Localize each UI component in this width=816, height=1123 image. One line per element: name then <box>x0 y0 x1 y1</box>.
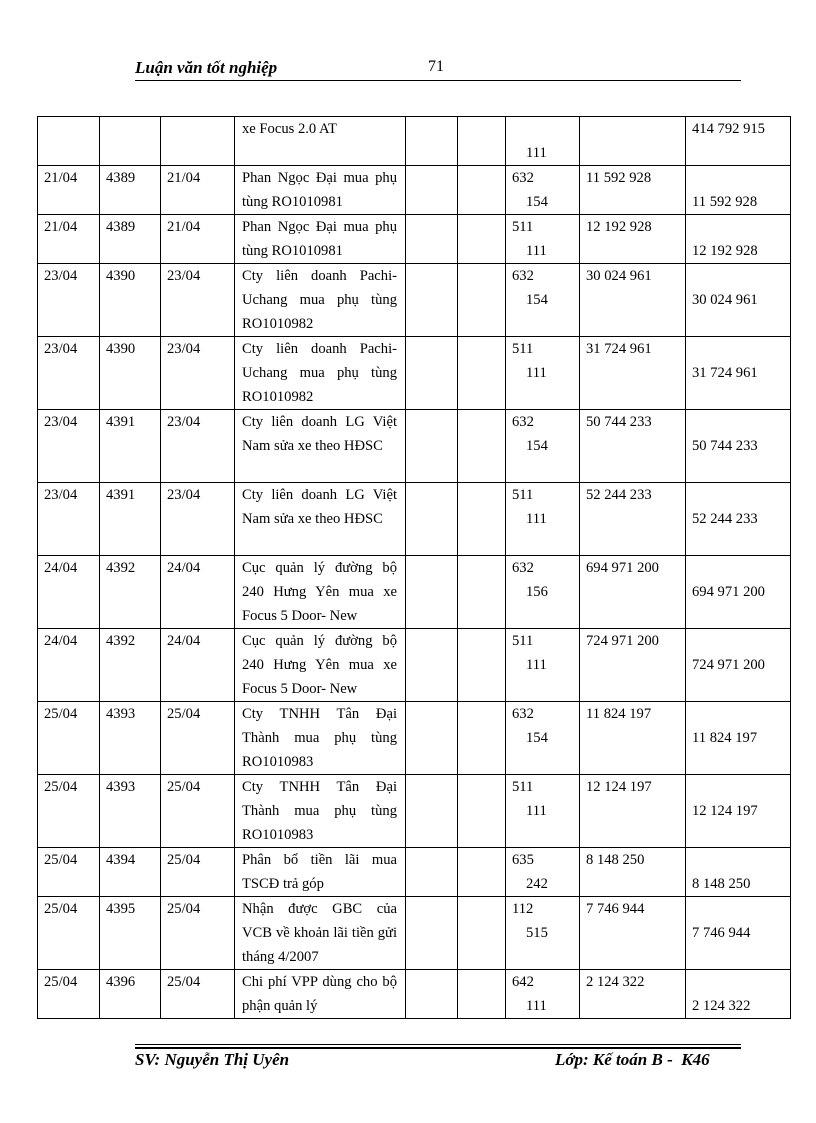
account-cell <box>506 848 580 897</box>
debit-amount: 12 192 928 <box>586 219 652 235</box>
date-cell <box>38 702 100 775</box>
credit-account: 154 <box>526 438 548 454</box>
credit-amount-cell <box>686 970 791 1019</box>
document-date: 25/04 <box>167 901 201 917</box>
credit-amount-cell <box>686 337 791 410</box>
debit-account: 632 <box>512 170 534 186</box>
entry-date: 25/04 <box>44 852 78 868</box>
credit-account: 515 <box>526 925 548 941</box>
description-cell <box>235 897 406 970</box>
credit-amount-cell <box>686 848 791 897</box>
doc-date-cell <box>161 166 235 215</box>
debit-account: 511 <box>512 487 534 503</box>
doc-date-cell <box>161 897 235 970</box>
credit-account: 111 <box>526 803 547 819</box>
entry-date: 23/04 <box>44 487 78 503</box>
doc-number-cell <box>100 166 161 215</box>
entry-date: 25/04 <box>44 779 78 795</box>
document-date: 25/04 <box>167 779 201 795</box>
account-cell <box>506 556 580 629</box>
date-cell <box>38 117 100 166</box>
credit-amount: 30 024 961 <box>692 292 758 308</box>
debit-amount-cell <box>580 337 686 410</box>
debit-amount-cell <box>580 897 686 970</box>
debit-account: 511 <box>512 219 534 235</box>
account-cell <box>506 117 580 166</box>
doc-number-cell <box>100 215 161 264</box>
doc-date-cell <box>161 215 235 264</box>
credit-amount: 414 792 915 <box>692 121 765 137</box>
credit-account: 242 <box>526 876 548 892</box>
credit-amount: 50 744 233 <box>692 438 758 454</box>
debit-amount-cell <box>580 775 686 848</box>
description: Cục quản lý đường bộ 240 Hưng Yên mua xe Focus 5 Door- New <box>242 560 397 624</box>
description-cell <box>235 483 406 556</box>
date-cell <box>38 337 100 410</box>
document-number: 4394 <box>106 852 136 868</box>
doc-date-cell <box>161 775 235 848</box>
document-date: 21/04 <box>167 170 201 186</box>
date-cell <box>38 215 100 264</box>
description: xe Focus 2.0 AT <box>242 121 337 137</box>
blank-cell-1 <box>406 556 458 629</box>
description-cell <box>235 264 406 337</box>
blank-cell-1 <box>406 775 458 848</box>
entry-date: 21/04 <box>44 170 78 186</box>
account-cell <box>506 775 580 848</box>
debit-account: 511 <box>512 633 534 649</box>
table-row <box>38 897 791 970</box>
account-cell <box>506 970 580 1019</box>
doc-date-cell <box>161 556 235 629</box>
description-cell <box>235 556 406 629</box>
debit-amount: 50 744 233 <box>586 414 652 430</box>
date-cell <box>38 556 100 629</box>
debit-amount: 694 971 200 <box>586 560 659 576</box>
document-date: 23/04 <box>167 341 201 357</box>
blank-cell-2 <box>458 215 506 264</box>
credit-amount-cell <box>686 166 791 215</box>
document-title: Luận văn tốt nghiệp <box>135 58 278 77</box>
blank-cell-1 <box>406 215 458 264</box>
document-number: 4389 <box>106 219 136 235</box>
account-cell <box>506 410 580 483</box>
blank-cell-1 <box>406 970 458 1019</box>
credit-amount-cell <box>686 702 791 775</box>
spacer <box>692 848 784 872</box>
blank-cell-1 <box>406 483 458 556</box>
blank-cell-1 <box>406 337 458 410</box>
spacer <box>692 702 784 726</box>
table-row <box>38 775 791 848</box>
table-row <box>38 410 791 483</box>
debit-account: 635 <box>512 852 534 868</box>
description: Phan Ngọc Đại mua phụ tùng RO1010981 <box>242 170 397 210</box>
doc-number-cell <box>100 775 161 848</box>
entry-date: 21/04 <box>44 219 78 235</box>
debit-amount: 30 024 961 <box>586 268 652 284</box>
header-rule <box>135 80 741 81</box>
date-cell <box>38 264 100 337</box>
credit-amount-cell <box>686 264 791 337</box>
description-cell <box>235 970 406 1019</box>
account-cell <box>506 166 580 215</box>
blank-cell-2 <box>458 970 506 1019</box>
document-number: 4395 <box>106 901 136 917</box>
credit-amount: 12 192 928 <box>692 243 758 259</box>
spacer <box>692 410 784 434</box>
blank-cell-1 <box>406 410 458 483</box>
credit-amount: 11 824 197 <box>692 730 758 746</box>
credit-amount-cell <box>686 215 791 264</box>
credit-account: 156 <box>526 584 548 600</box>
document-date: 23/04 <box>167 487 201 503</box>
debit-amount: 52 244 233 <box>586 487 652 503</box>
description-cell <box>235 117 406 166</box>
account-cell <box>506 264 580 337</box>
date-cell <box>38 483 100 556</box>
spacer <box>692 897 784 921</box>
blank-cell-1 <box>406 166 458 215</box>
description-cell <box>235 215 406 264</box>
debit-amount-cell <box>580 702 686 775</box>
doc-number-cell <box>100 970 161 1019</box>
doc-date-cell <box>161 337 235 410</box>
debit-amount: 724 971 200 <box>586 633 659 649</box>
blank-cell-2 <box>458 117 506 166</box>
blank-cell-2 <box>458 775 506 848</box>
description-cell <box>235 410 406 483</box>
description: Chi phí VPP dùng cho bộ phận quản lý <box>242 974 397 1014</box>
footer-rule <box>135 1044 741 1045</box>
document-date: 21/04 <box>167 219 201 235</box>
debit-amount-cell <box>580 483 686 556</box>
doc-number-cell <box>100 556 161 629</box>
spacer <box>692 264 784 288</box>
description: Nhận được GBC của VCB về khoản lãi tiền gửi tháng 4/2007 <box>242 901 397 965</box>
credit-amount: 2 124 322 <box>692 998 751 1014</box>
debit-account: 632 <box>512 268 534 284</box>
doc-date-cell <box>161 629 235 702</box>
debit-amount-cell <box>580 117 686 166</box>
entry-date: 23/04 <box>44 268 78 284</box>
blank-cell-1 <box>406 629 458 702</box>
date-cell <box>38 848 100 897</box>
document-number: 4390 <box>106 341 136 357</box>
table-row <box>38 702 791 775</box>
ledger-table <box>37 116 791 1019</box>
date-cell <box>38 166 100 215</box>
blank-cell-2 <box>458 702 506 775</box>
doc-date-cell <box>161 848 235 897</box>
credit-account: 154 <box>526 292 548 308</box>
credit-account: 154 <box>526 194 548 210</box>
spacer <box>692 483 784 507</box>
credit-account: 111 <box>526 511 547 527</box>
account-cell <box>506 629 580 702</box>
blank-cell-2 <box>458 629 506 702</box>
credit-account: 111 <box>526 365 547 381</box>
credit-amount: 11 592 928 <box>692 194 758 210</box>
document-number: 4389 <box>106 170 136 186</box>
credit-account: 111 <box>526 243 547 259</box>
document-number: 4392 <box>106 633 136 649</box>
doc-number-cell <box>100 848 161 897</box>
doc-number-cell <box>100 897 161 970</box>
table-row <box>38 117 791 166</box>
doc-number-cell <box>100 117 161 166</box>
blank-cell-2 <box>458 556 506 629</box>
debit-account: 632 <box>512 414 534 430</box>
description-cell <box>235 337 406 410</box>
document-date: 23/04 <box>167 414 201 430</box>
debit-amount-cell <box>580 166 686 215</box>
credit-amount: 52 244 233 <box>692 511 758 527</box>
debit-amount: 12 124 197 <box>586 779 652 795</box>
credit-amount: 8 148 250 <box>692 876 751 892</box>
entry-date: 24/04 <box>44 560 78 576</box>
credit-amount-cell <box>686 556 791 629</box>
date-cell <box>38 410 100 483</box>
doc-number-cell <box>100 702 161 775</box>
blank-cell-2 <box>458 166 506 215</box>
debit-amount <box>586 117 679 141</box>
blank-cell-2 <box>458 483 506 556</box>
document-number: 4391 <box>106 487 136 503</box>
entry-date: 23/04 <box>44 341 78 357</box>
doc-number-cell <box>100 337 161 410</box>
debit-amount-cell <box>580 629 686 702</box>
debit-amount: 2 124 322 <box>586 974 645 990</box>
credit-amount-cell <box>686 775 791 848</box>
debit-amount-cell <box>580 556 686 629</box>
description-cell <box>235 702 406 775</box>
credit-amount-cell <box>686 897 791 970</box>
doc-date-cell <box>161 117 235 166</box>
spacer <box>692 166 784 190</box>
description-cell <box>235 848 406 897</box>
debit-amount-cell <box>580 264 686 337</box>
doc-number-cell <box>100 629 161 702</box>
entry-date: 23/04 <box>44 414 78 430</box>
entry-date: 25/04 <box>44 901 78 917</box>
document-number: 4396 <box>106 974 136 990</box>
credit-account: 111 <box>526 998 547 1014</box>
account-cell <box>506 215 580 264</box>
blank-cell-2 <box>458 848 506 897</box>
debit-amount-cell <box>580 848 686 897</box>
account-cell <box>506 897 580 970</box>
doc-number-cell <box>100 264 161 337</box>
blank-cell-2 <box>458 264 506 337</box>
doc-date-cell <box>161 264 235 337</box>
debit-amount: 11 592 928 <box>586 170 652 186</box>
credit-account: 111 <box>526 145 547 161</box>
page-header <box>135 56 741 82</box>
debit-amount: 8 148 250 <box>586 852 645 868</box>
doc-date-cell <box>161 410 235 483</box>
spacer <box>692 970 784 994</box>
doc-number-cell <box>100 410 161 483</box>
description: Cty liên doanh LG Việt Nam sửa xe theo HĐSC <box>242 414 397 454</box>
ledger-body <box>38 117 791 1019</box>
blank-cell-2 <box>458 897 506 970</box>
spacer <box>692 556 784 580</box>
blank-cell-1 <box>406 702 458 775</box>
table-row <box>38 629 791 702</box>
credit-amount-cell <box>686 117 791 166</box>
spacer <box>692 215 784 239</box>
table-row <box>38 337 791 410</box>
document-date: 24/04 <box>167 633 201 649</box>
credit-amount: 694 971 200 <box>692 584 765 600</box>
date-cell <box>38 970 100 1019</box>
account-cell <box>506 483 580 556</box>
student-name: SV: Nguyễn Thị Uyên <box>135 1050 290 1069</box>
footer-rule-thick <box>135 1047 741 1049</box>
description-cell <box>235 775 406 848</box>
description: Cty TNHH Tân Đại Thành mua phụ tùng RO1010983 <box>242 706 397 770</box>
debit-amount: 31 724 961 <box>586 341 652 357</box>
spacer <box>692 775 784 799</box>
account-cell <box>506 337 580 410</box>
credit-amount-cell <box>686 483 791 556</box>
blank-cell-2 <box>458 337 506 410</box>
document-number: 4392 <box>106 560 136 576</box>
credit-amount: 7 746 944 <box>692 925 751 941</box>
debit-amount-cell <box>580 215 686 264</box>
blank-cell-1 <box>406 117 458 166</box>
page-number: 71 <box>428 58 444 75</box>
table-row <box>38 556 791 629</box>
document-date: 23/04 <box>167 268 201 284</box>
date-cell <box>38 629 100 702</box>
entry-date: 25/04 <box>44 974 78 990</box>
spacer <box>506 117 579 141</box>
credit-amount: 12 124 197 <box>692 803 758 819</box>
table-row <box>38 483 791 556</box>
debit-account: 632 <box>512 706 534 722</box>
table-row <box>38 970 791 1019</box>
spacer <box>692 337 784 361</box>
blank-cell-1 <box>406 848 458 897</box>
doc-date-cell <box>161 702 235 775</box>
document-date: 24/04 <box>167 560 201 576</box>
credit-account: 111 <box>526 657 547 673</box>
blank-cell-1 <box>406 897 458 970</box>
account-cell <box>506 702 580 775</box>
table-row <box>38 264 791 337</box>
class-name: Lớp: Kế toán B - K46 <box>555 1050 710 1069</box>
debit-account: 511 <box>512 779 534 795</box>
debit-account: 511 <box>512 341 534 357</box>
doc-date-cell <box>161 970 235 1019</box>
document-number: 4393 <box>106 706 136 722</box>
doc-number-cell <box>100 483 161 556</box>
description: Cty liên doanh Pachi-Uchang mua phụ tùng RO1010982 <box>242 341 397 405</box>
document-number: 4391 <box>106 414 136 430</box>
spacer <box>692 629 784 653</box>
document-number: 4390 <box>106 268 136 284</box>
credit-account: 154 <box>526 730 548 746</box>
debit-amount-cell <box>580 410 686 483</box>
credit-amount: 31 724 961 <box>692 365 758 381</box>
date-cell <box>38 775 100 848</box>
table-row <box>38 848 791 897</box>
debit-account: 632 <box>512 560 534 576</box>
document-date: 25/04 <box>167 852 201 868</box>
credit-amount-cell <box>686 629 791 702</box>
table-row <box>38 166 791 215</box>
table-row <box>38 215 791 264</box>
description-cell <box>235 166 406 215</box>
blank-cell-1 <box>406 264 458 337</box>
document-number: 4393 <box>106 779 136 795</box>
doc-date-cell <box>161 483 235 556</box>
description: Cty liên doanh Pachi-Uchang mua phụ tùng RO1010982 <box>242 268 397 332</box>
description: Cục quản lý đường bộ 240 Hưng Yên mua xe Focus 5 Door- New <box>242 633 397 697</box>
debit-account: 642 <box>512 974 534 990</box>
description-cell <box>235 629 406 702</box>
credit-amount: 724 971 200 <box>692 657 765 673</box>
entry-date: 25/04 <box>44 706 78 722</box>
date-cell <box>38 897 100 970</box>
document-date: 25/04 <box>167 974 201 990</box>
blank-cell-2 <box>458 410 506 483</box>
debit-amount: 11 824 197 <box>586 706 652 722</box>
description: Cty liên doanh LG Việt Nam sửa xe theo HĐSC <box>242 487 397 527</box>
debit-amount-cell <box>580 970 686 1019</box>
debit-account: 112 <box>512 901 534 917</box>
description: Cty TNHH Tân Đại Thành mua phụ tùng RO1010983 <box>242 779 397 843</box>
entry-date: 24/04 <box>44 633 78 649</box>
debit-amount: 7 746 944 <box>586 901 645 917</box>
description: Phân bổ tiền lãi mua TSCĐ trả góp <box>242 852 397 892</box>
description: Phan Ngọc Đại mua phụ tùng RO1010981 <box>242 219 397 259</box>
document-date: 25/04 <box>167 706 201 722</box>
credit-amount-cell <box>686 410 791 483</box>
